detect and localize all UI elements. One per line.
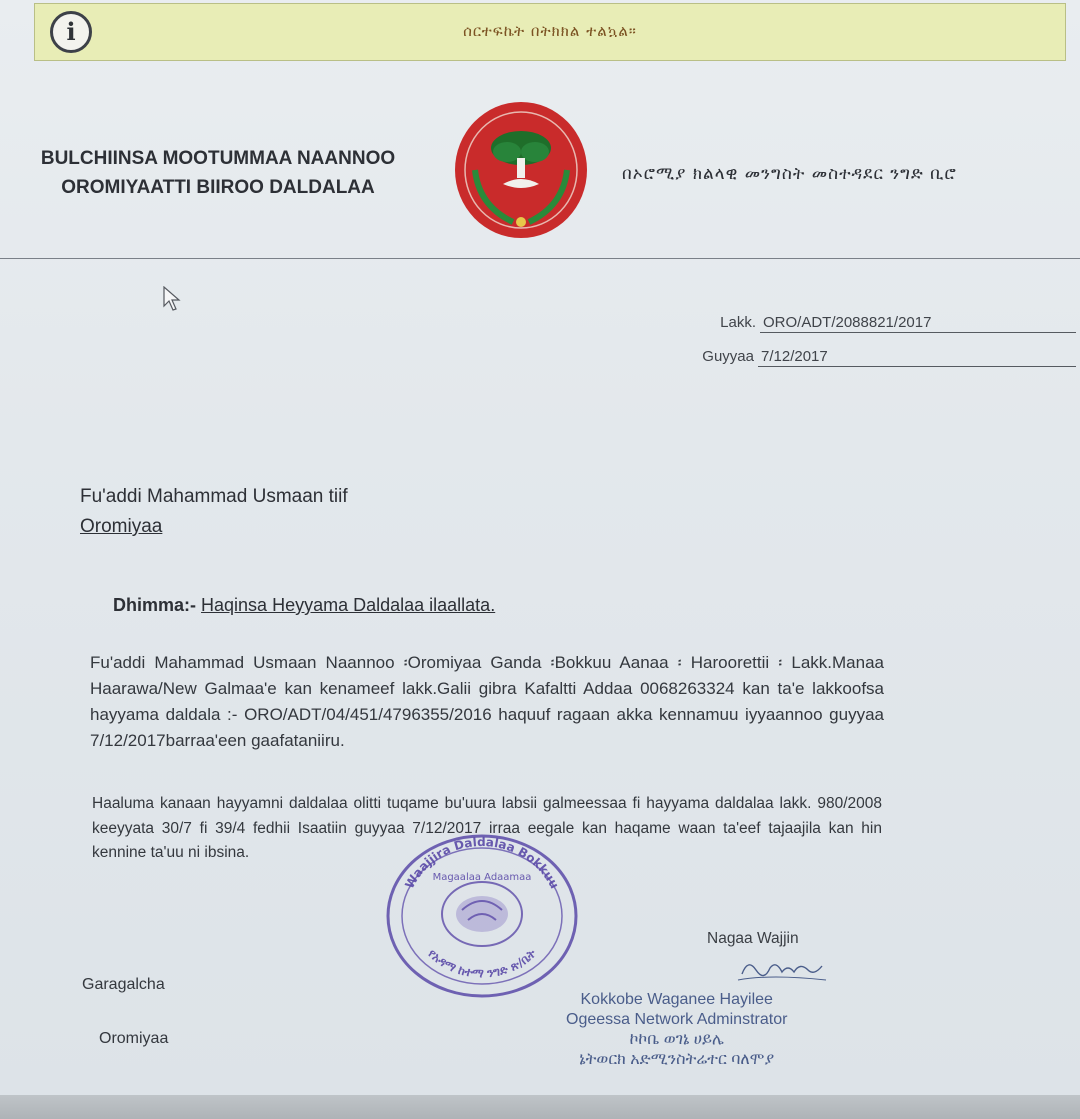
official-stamp [384, 830, 580, 1000]
letter-date-label: Guyyaa [702, 348, 754, 365]
signatory-block [566, 990, 787, 1070]
notification-text: ሰርተፍኬት በትክክል ተልኳል። [463, 22, 637, 40]
reference-number-value: ORO/ADT/2088821/2017 [760, 314, 1076, 333]
letter-date-value: 7/12/2017 [758, 348, 1076, 367]
notification-bar [34, 3, 1066, 61]
reference-number [720, 314, 1076, 333]
letter-date [702, 348, 1076, 367]
handwritten-signature [730, 952, 830, 988]
signatory-name-amharic: ኮኮቤ ወገኔ ሀይሌ [629, 1031, 724, 1048]
reference-number-label: Lakk. [720, 314, 756, 331]
header-divider [0, 258, 1080, 259]
bureau-name-oromo [8, 144, 428, 202]
stamp-bottom-text: የአዳማ ከተማ ንግድ ጽ/ቤት [425, 946, 539, 981]
subject-line [113, 595, 495, 616]
signatory-title: Ogeessa Network Adminstrator [566, 1011, 788, 1028]
bureau-name-line1: BULCHIINSA MOOTUMMAA NAANNOO [40, 148, 396, 169]
signatory-name: Kokkobe Waganee Hayilee [580, 991, 773, 1008]
bureau-name-line2: OROMIYAATTI BIIROO DALDALAA [61, 177, 375, 198]
monitor-bezel [0, 1095, 1080, 1119]
oromia-emblem-logo [453, 100, 589, 240]
stamp-inner-text: Magaalaa Adaamaa [432, 872, 532, 883]
recipient-name: Fu'addi Mahammad Usmaan tiif [80, 486, 348, 507]
body-paragraph-2: Haaluma kanaan hayyamni daldalaa olitti tuqame bu'uura labsii galmeessaa fi hayyama daldalaa lakk. 980/2008 keeyyata 30/7 fi 39/4 fedhii Isaatiin guyyaa 7/12/2017 irraa eegale kan haqame waan ta'eef tajaajila kan hin kennine ta'uu ni ibsina. [92, 795, 882, 861]
body-paragraph-1: Fu'addi Mahammad Usmaan Naannoo ፡Oromiyaa Ganda ፡Bokkuu Aanaa ፡ Haroorettii ፡ Lakk.Manaa Haarawa/New Galmaa'e kan kenameef lakk.Galii gibra Kafaltti Addaa 0068263324 kan ta'e lakkoofsa hayyama daldala :- ORO/ADT/04/451/4796355/2016 haquuf ragaan akka kennamuu iyyaannoo guyyaa 7/12/2017barraa'een gaafataniiru. [90, 653, 884, 750]
subject-text: Haqinsa Heyyama Daldalaa ilaallata. [201, 595, 496, 615]
closing-greeting: Nagaa Wajjin [707, 930, 799, 947]
copy-to-item: Oromiyaa [99, 1030, 169, 1047]
signatory-title-amharic: ኔትወርክ አድሚንስትሬተር ባለሞያ [579, 1051, 775, 1068]
subject-label: Dhimma:- [113, 595, 197, 615]
copy-to-label: Garagalcha [82, 976, 165, 993]
info-icon[interactable]: i [50, 11, 92, 53]
mouse-pointer-icon [163, 286, 181, 312]
bureau-name-amharic: በኦሮሚያ ክልላዊ መንግስት መስተዳደር ንግድ ቢሮ [622, 164, 957, 184]
recipient-region: Oromiyaa [80, 516, 163, 537]
stamp-outer-text: Waajjira Daldalaa Bokkuu [402, 834, 562, 891]
